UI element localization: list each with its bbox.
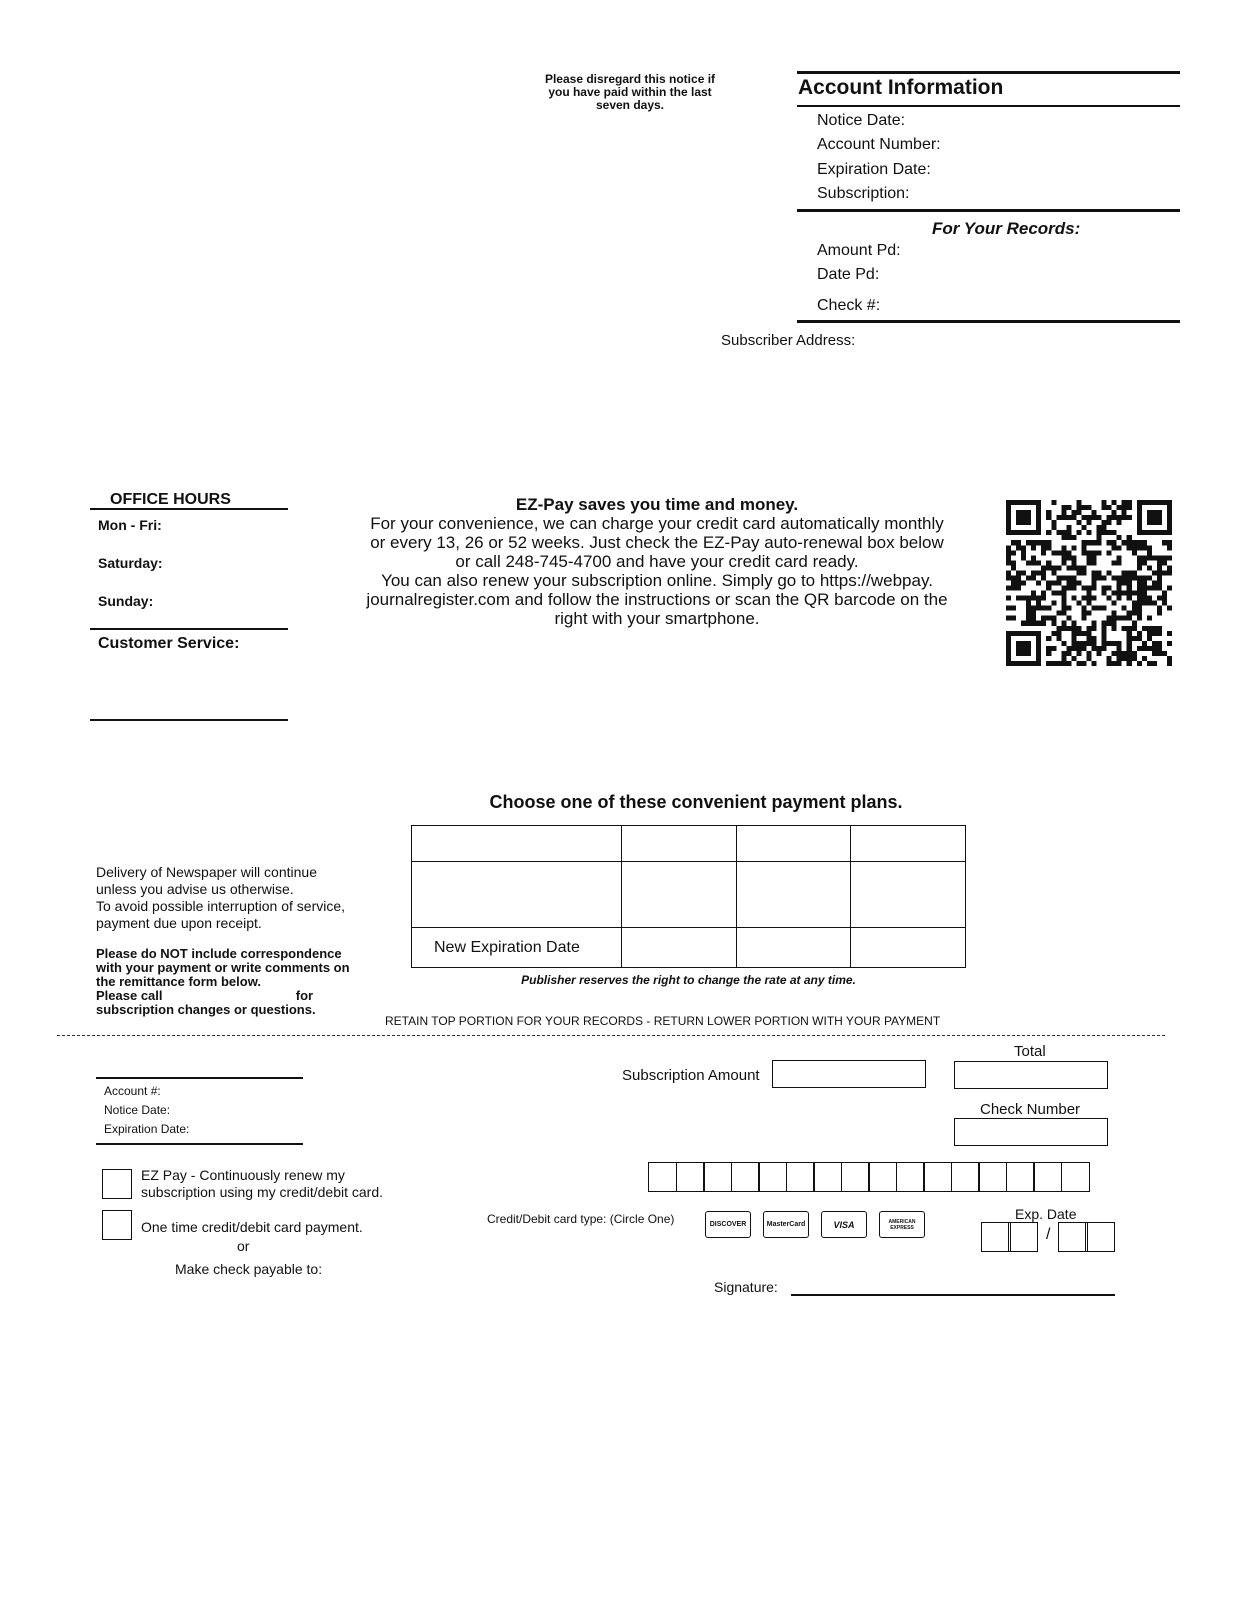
stub-notice-date-label: Notice Date:	[104, 1103, 171, 1117]
stub-account-label: Account #:	[104, 1084, 161, 1098]
delivery-line-1: Delivery of Newspaper will continue	[96, 864, 317, 880]
plan-rate-cell[interactable]	[736, 862, 851, 928]
subscription-amount-label: Subscription Amount	[622, 1067, 760, 1084]
for-your-records-title: For Your Records:	[932, 219, 1081, 238]
customer-service-rule	[90, 719, 288, 721]
disregard-line-2: you have paid within the last	[548, 85, 712, 99]
delivery-line-2: unless you advise us otherwise.	[96, 881, 294, 897]
mastercard-icon[interactable]: MasterCard	[763, 1211, 809, 1238]
card-number-digit[interactable]	[951, 1162, 980, 1192]
ez-pay-option-label	[141, 1167, 383, 1201]
make-check-payable-label: Make check payable to:	[175, 1261, 323, 1277]
for-text: for	[295, 988, 314, 1003]
check-number-field-label: Check Number	[980, 1101, 1081, 1118]
delivery-notice	[96, 864, 396, 932]
qr-code-image[interactable]	[1006, 500, 1172, 666]
delivery-line-3: To avoid possible interruption of service,	[96, 898, 346, 914]
saturday-label: Saturday:	[98, 555, 163, 571]
visa-card-icon[interactable]: VISA	[821, 1211, 867, 1238]
discover-card-icon[interactable]: DISCOVER	[705, 1211, 751, 1238]
ez-pay-description	[322, 495, 992, 628]
ez-pay-title: EZ-Pay saves you time and money.	[515, 495, 799, 514]
date-paid-label: Date Pd:	[817, 266, 880, 283]
ez-pay-line-3: or call 248-745-4700 and have your credit card ready.	[455, 552, 859, 571]
card-number-digit[interactable]	[978, 1162, 1007, 1192]
plan-header-cell	[736, 826, 851, 862]
or-text: or	[237, 1238, 250, 1254]
office-hours-rule	[90, 508, 288, 510]
office-hours-mid-rule	[90, 628, 288, 630]
ez-pay-checkbox[interactable]	[102, 1169, 132, 1199]
mon-fri-label: Mon - Fri:	[98, 517, 162, 533]
exp-month-digit-2[interactable]	[1008, 1222, 1038, 1252]
card-number-digit[interactable]	[923, 1162, 952, 1192]
total-field[interactable]	[954, 1061, 1108, 1089]
account-title-rule	[797, 105, 1180, 107]
card-number-digit[interactable]	[703, 1162, 732, 1192]
delivery-line-4: payment due upon receipt.	[96, 915, 262, 931]
correspondence-line-3: the remittance form below.	[96, 974, 261, 989]
notice-date-label: Notice Date:	[817, 112, 906, 129]
payment-plans-table	[411, 825, 966, 968]
correspondence-line-2: with your payment or write comments on	[96, 960, 350, 975]
ez-pay-option-line-2: subscription using my credit/debit card.	[141, 1184, 383, 1200]
card-number-field[interactable]	[648, 1162, 1088, 1192]
card-number-digit[interactable]	[868, 1162, 897, 1192]
plan-rate-cell[interactable]	[851, 862, 966, 928]
stub-expiration-date-label: Expiration Date:	[104, 1122, 190, 1136]
ez-pay-line-4: You can also renew your subscription online. Simply go to https://webpay.	[381, 571, 933, 590]
card-number-digit[interactable]	[813, 1162, 842, 1192]
signature-line[interactable]	[791, 1294, 1115, 1296]
records-rule	[797, 209, 1180, 212]
card-number-digit[interactable]	[1033, 1162, 1062, 1192]
sunday-label: Sunday:	[98, 593, 154, 609]
plan-rate-cell[interactable]	[622, 862, 737, 928]
exp-date-label: Exp. Date	[1015, 1206, 1077, 1222]
correspondence-notice	[96, 947, 396, 1017]
card-number-digit[interactable]	[731, 1162, 760, 1192]
plan-expiration-cell	[851, 928, 966, 968]
plan-expiration-cell	[736, 928, 851, 968]
account-top-rule	[797, 71, 1180, 74]
card-number-digit[interactable]	[1061, 1162, 1090, 1192]
card-number-digit[interactable]	[896, 1162, 925, 1192]
exp-month-digit-1[interactable]	[981, 1222, 1011, 1252]
subscription-amount-field[interactable]	[772, 1060, 926, 1088]
plan-header-cell	[412, 826, 622, 862]
customer-service-label: Customer Service:	[98, 635, 240, 652]
disregard-notice	[530, 73, 730, 112]
office-hours-title: OFFICE HOURS	[110, 491, 231, 508]
amex-card-icon[interactable]: AMERICAN EXPRESS	[879, 1211, 925, 1238]
check-number-field[interactable]	[954, 1118, 1108, 1146]
total-label: Total	[1014, 1043, 1046, 1060]
card-number-digit[interactable]	[841, 1162, 870, 1192]
disregard-line-3: seven days.	[595, 98, 665, 112]
card-number-digit[interactable]	[648, 1162, 677, 1192]
ez-pay-line-6: right with your smartphone.	[554, 609, 760, 628]
correspondence-line-4	[96, 989, 396, 1003]
expiration-date-label: Expiration Date:	[817, 161, 931, 178]
new-expiration-date-label: New Expiration Date	[412, 928, 622, 968]
correspondence-line-5: subscription changes or questions.	[96, 1002, 316, 1017]
records-bottom-rule	[797, 320, 1180, 323]
account-number-label: Account Number:	[817, 136, 941, 153]
card-number-digit[interactable]	[676, 1162, 705, 1192]
plan-header-cell	[622, 826, 737, 862]
plan-expiration-cell	[622, 928, 737, 968]
correspondence-line-1: Please do NOT include correspondence	[96, 946, 342, 961]
ez-pay-line-5: journalregister.com and follow the instructions or scan the QR barcode on the	[366, 590, 948, 609]
account-info-title: Account Information	[798, 76, 1004, 99]
check-number-label: Check #:	[817, 297, 881, 314]
ez-pay-option-line-1: EZ Pay - Continuously renew my	[141, 1167, 345, 1183]
tear-off-line	[57, 1035, 1165, 1036]
exp-year-digit-1[interactable]	[1058, 1222, 1088, 1252]
one-time-payment-label: One time credit/debit card payment.	[141, 1219, 363, 1235]
card-number-digit[interactable]	[1006, 1162, 1035, 1192]
exp-date-slash: /	[1046, 1226, 1051, 1243]
one-time-payment-checkbox[interactable]	[102, 1210, 132, 1240]
ez-pay-line-2: or every 13, 26 or 52 weeks. Just check the EZ-Pay auto-renewal box below	[370, 533, 944, 552]
payment-plans-title: Choose one of these convenient payment plans.	[489, 792, 903, 812]
ez-pay-line-1: For your convenience, we can charge your credit card automatically monthly	[370, 514, 944, 533]
stub-bottom-rule	[96, 1143, 303, 1145]
publisher-rate-note: Publisher reserves the right to change the rate at any time.	[521, 973, 856, 987]
card-type-label: Credit/Debit card type: (Circle One)	[487, 1212, 675, 1226]
disregard-line-1: Please disregard this notice if	[544, 72, 716, 86]
exp-year-digit-2[interactable]	[1085, 1222, 1115, 1252]
plan-rate-cell[interactable]	[412, 862, 622, 928]
subscription-label: Subscription:	[817, 185, 910, 202]
retain-instructions: RETAIN TOP PORTION FOR YOUR RECORDS - RETURN LOWER PORTION WITH YOUR PAYMENT	[385, 1014, 941, 1028]
please-call-text: Please call	[96, 988, 163, 1003]
plan-header-cell	[851, 826, 966, 862]
stub-top-rule	[96, 1077, 303, 1079]
signature-label: Signature:	[714, 1279, 778, 1295]
amount-paid-label: Amount Pd:	[817, 242, 901, 259]
card-number-digit[interactable]	[786, 1162, 815, 1192]
subscriber-address-label: Subscriber Address:	[721, 332, 856, 349]
card-number-digit[interactable]	[758, 1162, 787, 1192]
